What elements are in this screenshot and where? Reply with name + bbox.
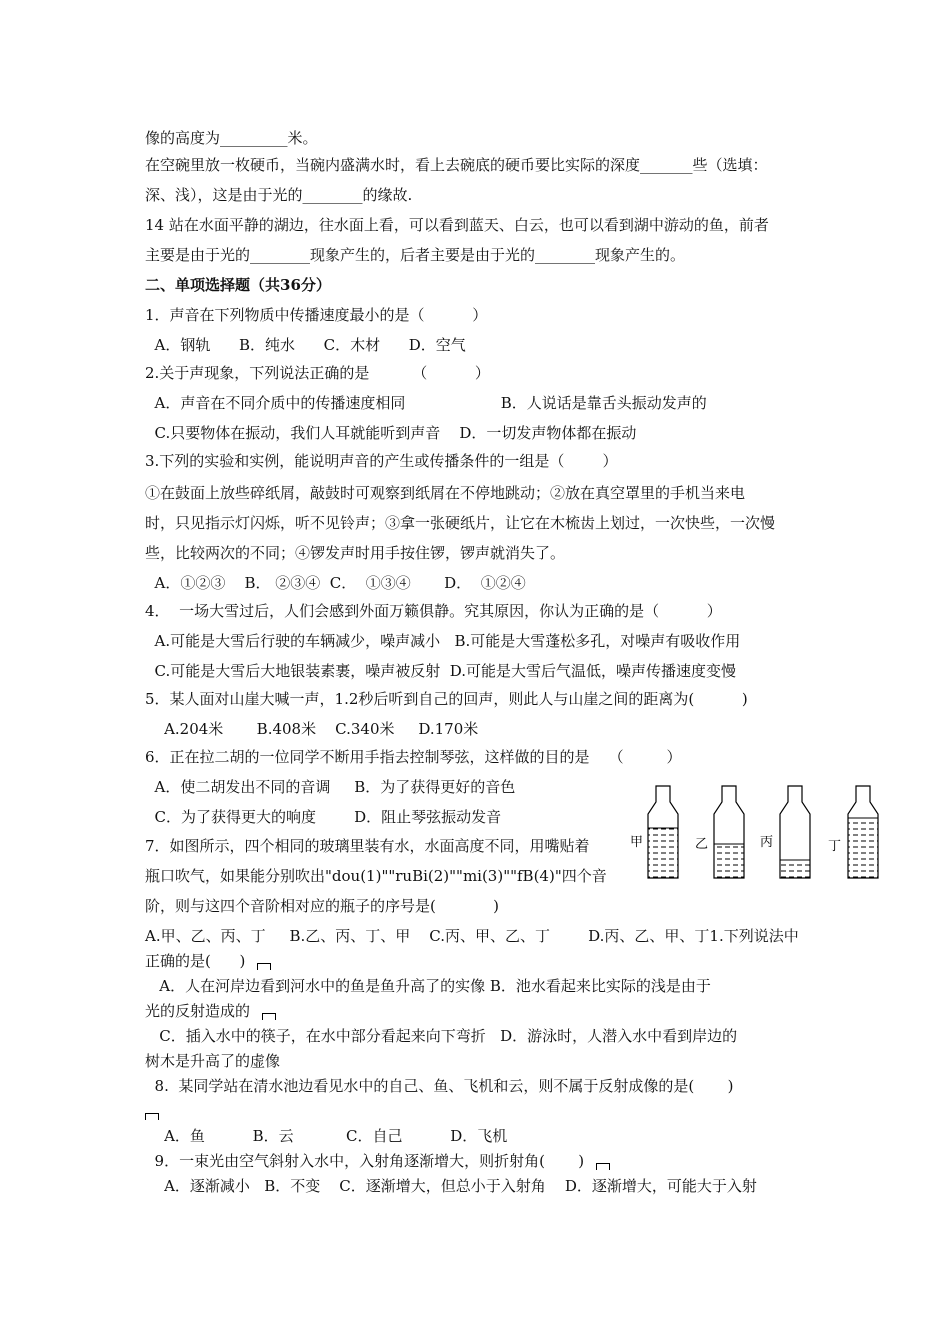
text-line: 14 站在水面平静的湖边，往水面上看，可以看到蓝天、白云，也可以看到湖中游动的鱼，前者 (145, 216, 769, 234)
question-1b-text: 正确的是( ) (145, 952, 246, 970)
section-heading: 二、单项选择题（共36分） (145, 276, 331, 294)
question-1: 1．声音在下列物质中传播速度最小的是（ ） (145, 306, 488, 324)
question-3-options: A．①②③ B． ②③④ C． ①③④ D． ①②④ (145, 574, 526, 592)
question-1b (145, 951, 271, 971)
question-1b-option-c: C．插入水中的筷子，在水中部分看起来向下弯折 D．游泳时，人潜入水中看到岸边的 (145, 1027, 738, 1045)
question-6-options-cd: C．为了获得更大的响度 D．阻止琴弦振动发音 (145, 808, 502, 826)
question-1b-option-a-text: 光的反射造成的 (145, 1002, 251, 1020)
bottle-label-bing: 丙 (760, 835, 774, 850)
question-1-options: A．钢轨 B．纯水 C．木材 D．空气 (145, 336, 466, 354)
question-3: 3.下列的实验和实例，能说明声音的产生或传播条件的一组是（ ） (145, 452, 618, 470)
question-5-options: A.204米 B.408米 C.340米 D.170米 (145, 720, 479, 738)
question-9-options: A．逐渐减小 B．不变 C．逐渐增大，但总小于入射角 D．逐渐增大，可能大于入射 (145, 1177, 757, 1195)
question-3-text: 时，只见指示灯闪烁，听不见铃声；③拿一张硬纸片，让它在木梳齿上划过，一次快些，一次慢 (145, 514, 776, 532)
question-9 (145, 1151, 610, 1171)
question-8-options: A．鱼 B．云 C．自己 D．飞机 (145, 1127, 508, 1145)
question-4-options-cd: C.可能是大雪后大地银装素裹，噪声被反射 D.可能是大雪后气温低，噪声传播速度变慢 (145, 662, 737, 680)
question-1b-option-d-cont: 树木是升高了的虚像 (145, 1052, 281, 1070)
text-line: 主要是由于光的________现象产生的，后者主要是由于光的________现象产生的。 (145, 246, 686, 264)
text-line: 像的高度为_________米。 (145, 129, 318, 147)
question-3-text: ①在鼓面上放些碎纸屑，敲鼓时可观察到纸屑在不停地跳动；②放在真空罩里的手机当来电 (145, 484, 746, 502)
question-6: 6．正在拉二胡的一位同学不断用手指去控制琴弦，这样做的目的是 （ ） (145, 748, 682, 766)
question-1b-option-a-cont (145, 1001, 276, 1021)
question-2-options-ab: A．声音在不同介质中的传播速度相同 B．人说话是靠舌头振动发声的 (145, 394, 707, 412)
question-3-text: 些，比较两次的不同；④锣发声时用手按住锣，锣声就消失了。 (145, 544, 566, 562)
bottle-yi (714, 786, 744, 878)
question-7-options: A.甲、乙、丙、丁 B.乙、丙、丁、甲 C.丙、甲、乙、丁 D.丙、乙、甲、丁1.下列说法中 (145, 927, 799, 945)
question-5: 5．某人面对山崖大喊一声，1.2秒后听到自己的回声，则此人与山崖之间的距离为( ) (145, 690, 748, 708)
question-6-options-ab: A．使二胡发出不同的音调 B．为了获得更好的音色 (145, 778, 516, 796)
question-2-options-cd: C.只要物体在振动，我们人耳就能听到声音 D．一切发声物体都在振动 (145, 424, 637, 442)
bottle-label-yi: 乙 (695, 837, 709, 852)
question-4-options-ab: A.可能是大雪后行驶的车辆减少，噪声减小 B.可能是大雪蓬松多孔，对噪声有吸收作用 (145, 632, 741, 650)
question-7: 7．如图所示，四个相同的玻璃里装有水，水面高度不同，用嘴贴着 (145, 837, 590, 855)
bottle-label-ding: 丁 (828, 839, 842, 854)
bottle-bing (780, 786, 810, 878)
bracket-mark-icon (145, 1113, 159, 1120)
bracket-mark-icon (262, 1013, 276, 1020)
question-7-text: 阶，则与这四个音阶相对应的瓶子的序号是( ) (145, 897, 499, 915)
bracket-mark-icon (257, 963, 271, 970)
question-8: 8. 某同学站在清水池边看见水中的自己、鱼、飞机和云，则不属于反射成像的是( ) (145, 1077, 734, 1095)
question-1b-option-a: A．人在河岸边看到河水中的鱼是鱼升高了的实像 B．池水看起来比实际的浅是由于 (145, 977, 711, 995)
bottle-jia (648, 786, 678, 878)
bottle-ding (848, 786, 878, 878)
question-4: 4． 一场大雪过后，人们会感到外面万籁俱静。究其原因，你认为正确的是（ ） (145, 602, 722, 620)
text-line: 在空碗里放一枚硬币，当碗内盛满水时，看上去碗底的硬币要比实际的深度_______些（选填： (145, 156, 768, 174)
question-9-text: 9．一束光由空气斜射入水中，入射角逐渐增大，则折射角( ) (145, 1152, 585, 1170)
question-7-text: 瓶口吹气，如果能分别吹出"dou(1)""ruBi(2)""mi(3)""fB(4)"四个音 (145, 867, 607, 885)
bracket-mark-icon (596, 1163, 610, 1170)
text-line: 深、浅），这是由于光的________的缘故. (145, 186, 413, 204)
question-8-mark (145, 1101, 159, 1121)
bottle-label-jia: 甲 (630, 835, 644, 850)
bottles-figure (628, 778, 888, 888)
question-2: 2.关于声现象，下列说法正确的是 （ ） (145, 364, 490, 382)
